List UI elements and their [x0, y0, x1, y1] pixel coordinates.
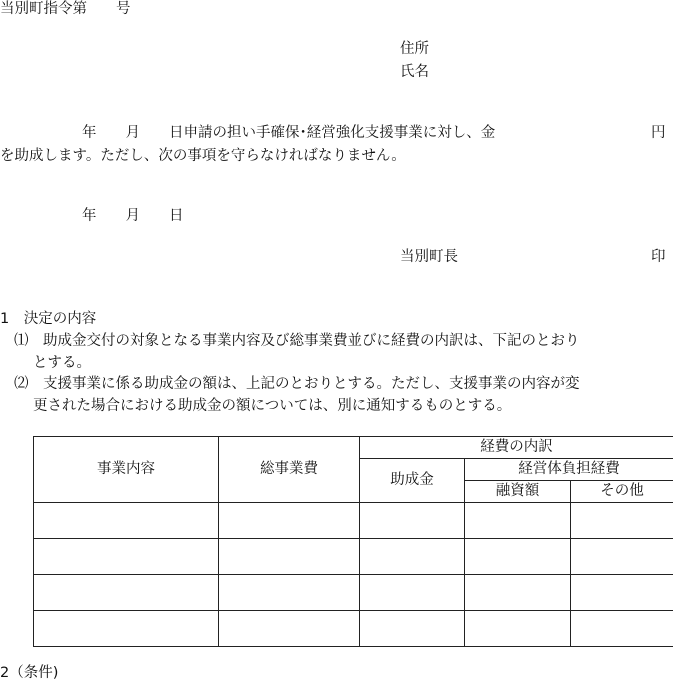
- table-cell: [34, 611, 219, 647]
- header-business-content: 事業内容: [34, 437, 219, 503]
- table-cell: [465, 539, 571, 575]
- table-cell: [465, 611, 571, 647]
- table-cell: [34, 575, 219, 611]
- section2-title: 2（条件): [0, 665, 59, 681]
- table-cell: [219, 611, 360, 647]
- subsidy-paragraph-line2: を助成します。ただし、次の事項を守らなければなりません。: [0, 148, 406, 164]
- item1-line1: ⑴ 助成金交付の対象となる事業内容及び総事業費並びに経費の内訳は、下記のとおり: [14, 333, 580, 349]
- table-cell: [360, 611, 465, 647]
- table-cell: [571, 611, 673, 647]
- table-cell: [34, 539, 219, 575]
- header-expense-breakdown: 経費の内訳: [360, 437, 673, 459]
- table-cell: [360, 503, 465, 539]
- table-cell: [571, 539, 673, 575]
- table-cell: [571, 503, 673, 539]
- table-cell: [360, 539, 465, 575]
- item1-line2: とする。: [33, 355, 91, 371]
- table-row: [34, 611, 673, 647]
- table-cell: [34, 503, 219, 539]
- table-cell: [219, 503, 360, 539]
- table-cell: [465, 503, 571, 539]
- header-operator-burden: 経営体負担経費: [465, 459, 673, 481]
- table-cell: [571, 575, 673, 611]
- section1-title: 1 決定の内容: [0, 311, 97, 327]
- table-row: [34, 575, 673, 611]
- address-label: 住所: [400, 41, 429, 57]
- reference-number: 当別町指令第 号: [0, 1, 131, 17]
- seal-mark: 印: [651, 249, 666, 265]
- table-row: [34, 503, 673, 539]
- header-total-cost: 総事業費: [219, 437, 360, 503]
- table-cell: [465, 575, 571, 611]
- table-cell: [360, 575, 465, 611]
- date-line: 年 月 日: [82, 208, 184, 224]
- header-subsidy: 助成金: [360, 459, 465, 503]
- table-cell: [219, 539, 360, 575]
- item2-line1: ⑵ 支援事業に係る助成金の額は、上記のとおりとする。ただし、支援事業の内容が変: [14, 376, 580, 392]
- header-loan-amount: 融資額: [465, 481, 571, 503]
- table-row: [34, 539, 673, 575]
- header-other: その他: [571, 481, 673, 503]
- expense-table: [33, 436, 673, 647]
- mayor-title: 当別町長: [400, 249, 458, 265]
- item2-line2: 更された場合における助成金の額については、別に通知するものとする。: [33, 398, 512, 414]
- table-cell: [219, 575, 360, 611]
- subsidy-paragraph-line1: 年 月 日申請の担い手確保･経営強化支援事業に対し、金: [82, 125, 496, 141]
- name-label: 氏名: [400, 64, 429, 80]
- yen-label: 円: [651, 125, 666, 141]
